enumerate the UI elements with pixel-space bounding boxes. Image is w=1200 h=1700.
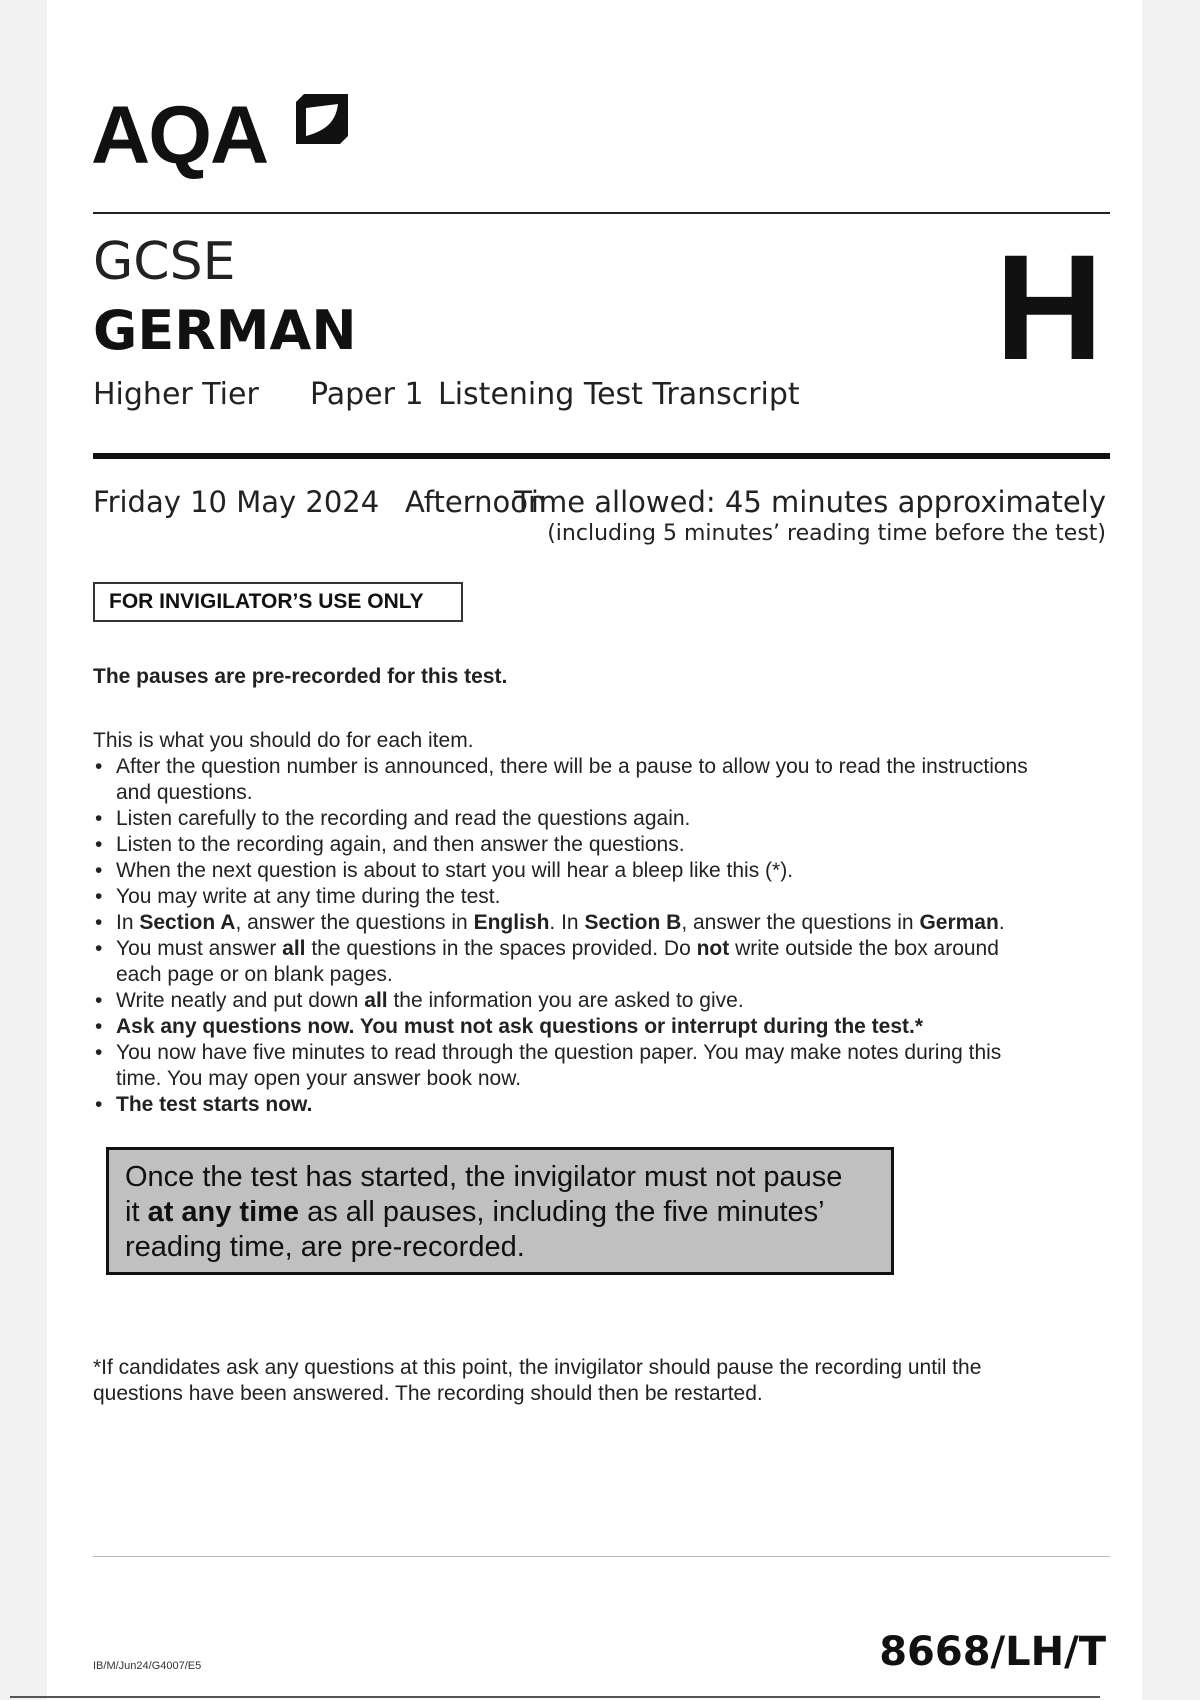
time-allowed: Time allowed: 45 minutes approximately bbox=[514, 485, 1106, 519]
logo-leaf-icon bbox=[294, 92, 350, 148]
section-rule bbox=[93, 453, 1110, 459]
list-item: • The test starts now. bbox=[93, 1092, 1093, 1118]
list-item: • After the question number is announced, there will be a pause to allow you to read the instructions and questions. bbox=[93, 754, 1093, 806]
exam-session: Afternoon bbox=[405, 485, 547, 519]
scan-edge-line bbox=[10, 1696, 1100, 1698]
list-item: • You may write at any time during the test. bbox=[93, 884, 1093, 910]
logo-text: AQA bbox=[91, 90, 268, 181]
exam-date: Friday 10 May 2024 bbox=[93, 485, 380, 519]
list-item: • Write neatly and put down all the information you are asked to give. bbox=[93, 988, 1093, 1014]
document-reference: IB/M/Jun24/G4007/E5 bbox=[93, 1660, 202, 1672]
list-item: • Ask any questions now. You must not ask questions or interrupt during the test.* bbox=[93, 1014, 1093, 1040]
invigilator-notice: Once the test has started, the invigilator must not pause it at any time as all pauses, including the five minutes’ reading time, are pre-recorded. bbox=[106, 1147, 894, 1275]
list-item: • When the next question is about to start you will hear a bleep like this (*). bbox=[93, 858, 1093, 884]
footnote: *If candidates ask any questions at this point, the invigilator should pause the recording until the questions have been answered. The recording should then be restarted. bbox=[93, 1356, 982, 1405]
instructions-intro: This is what you should do for each item. bbox=[93, 729, 474, 752]
list-item: • Listen to the recording again, and then answer the questions. bbox=[93, 832, 1093, 858]
exam-cover-page bbox=[47, 0, 1142, 1700]
qualification-title: GCSE bbox=[93, 232, 236, 292]
header-rule bbox=[93, 212, 1110, 214]
list-item: • You now have five minutes to read through the question paper. You may make notes during this time. You may open your answer book now. bbox=[93, 1040, 1093, 1092]
tier-label: Higher Tier bbox=[93, 377, 259, 412]
list-item: • You must answer all the questions in the spaces provided. Do not write outside the box around each page or on blank pages. bbox=[93, 936, 1093, 988]
component-label: Listening Test Transcript bbox=[438, 377, 800, 412]
list-item: • In Section A, answer the questions in English. In Section B, answer the questions in German. bbox=[93, 910, 1093, 936]
list-item: • Listen carefully to the recording and read the questions again. bbox=[93, 806, 1093, 832]
paper-code: 8668/LH/T bbox=[879, 1629, 1106, 1675]
instructions-list bbox=[93, 754, 1093, 1118]
invigilator-label: FOR INVIGILATOR’S USE ONLY bbox=[93, 582, 463, 622]
subject-title: GERMAN bbox=[93, 299, 357, 362]
paper-label: Paper 1 bbox=[310, 377, 424, 412]
time-note: (including 5 minutes’ reading time before the test) bbox=[547, 521, 1106, 546]
pauses-note: The pauses are pre-recorded for this test. bbox=[93, 665, 508, 688]
footer-rule bbox=[93, 1556, 1110, 1557]
tier-letter: H bbox=[995, 223, 1104, 391]
